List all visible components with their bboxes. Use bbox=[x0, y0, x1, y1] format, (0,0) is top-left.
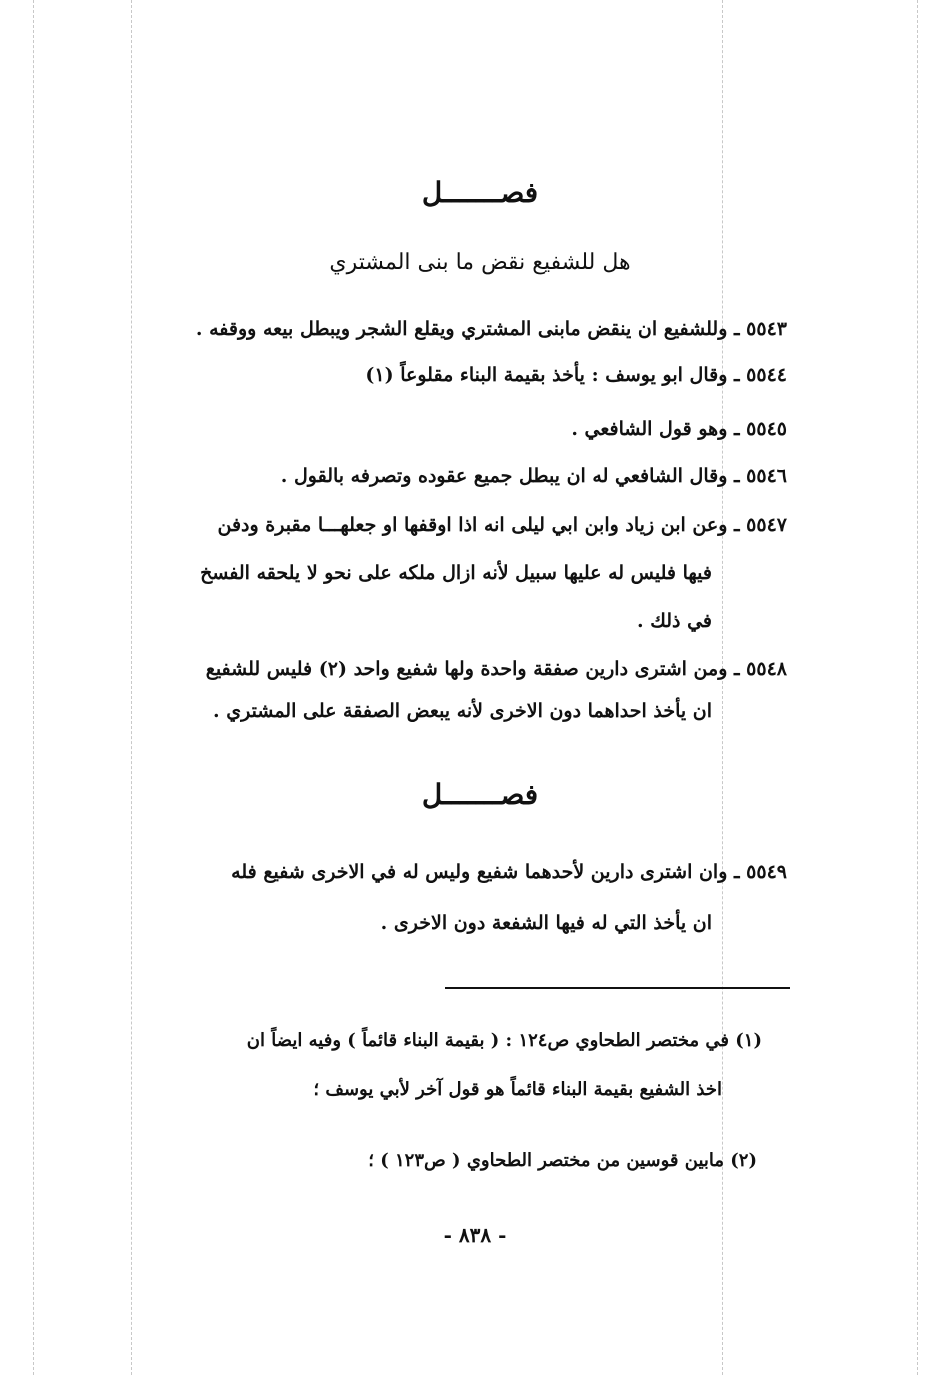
page-number: - ٨٣٨ - bbox=[443, 1223, 507, 1247]
paragraph-5549: ٥٥٤٩ ـ وان اشترى دارين لأحدهما شفيع وليس له في الاخرى شفيع فله bbox=[231, 861, 787, 883]
paragraph-5549-cont: ان يأخذ التي له فيها الشفعة دون الاخرى . bbox=[380, 912, 712, 934]
paragraph-5544: ٥٥٤٤ ـ وقال ابو يوسف : يأخذ بقيمة البناء مقلوعاً (١) bbox=[365, 364, 787, 386]
scan-artifact-line bbox=[33, 0, 34, 1375]
footnote-divider bbox=[445, 987, 790, 989]
paragraph-5548: ٥٥٤٨ ـ ومن اشترى دارين صفقة واحدة ولها شفيع واحد (٢) فليس للشفيع bbox=[205, 658, 787, 680]
paragraph-5547: ٥٥٤٧ ـ وعن ابن زياد وابن ابي ليلى انه اذا اوقفها او جعلهـــا مقبرة ودفن bbox=[217, 514, 787, 536]
scan-artifact-line bbox=[131, 0, 132, 1375]
footnote-1-cont: اخذ الشفيع بقيمة البناء قائماً هو قول آخر لأبي يوسف ؛ bbox=[313, 1079, 722, 1100]
section-subheading: هل للشفيع نقض ما بنى المشتري bbox=[329, 250, 631, 275]
paragraph-5546: ٥٥٤٦ ـ وقال الشافعي له ان يبطل جميع عقوده وتصرفه بالقول . bbox=[280, 465, 787, 487]
paragraph-5545: ٥٥٤٥ ـ وهو قول الشافعي . bbox=[571, 418, 787, 440]
footnote-1: (١) في مختصر الطحاوي ص١٢٤ : ( بقيمة البناء قائماً ) وفيه ايضاً ان bbox=[246, 1030, 762, 1051]
section-heading: فصـــــــل bbox=[421, 778, 539, 811]
scan-artifact-line bbox=[917, 0, 918, 1375]
paragraph-5547-cont: في ذلك . bbox=[636, 610, 712, 632]
section-heading: فصـــــــل bbox=[421, 176, 539, 209]
paragraph-5543: ٥٥٤٣ ـ وللشفيع ان ينقض مابنى المشتري ويقلع الشجر ويبطل بيعه ووقفه . bbox=[195, 318, 787, 340]
footnote-2: (٢) مابين قوسين من مختصر الطحاوي ( ص١٢٣ ) ؛ bbox=[368, 1150, 757, 1171]
paragraph-5547-cont: فيها فليس له عليها سبيل لأنه ازال ملكه على نحو لا يلحقه الفسخ bbox=[200, 562, 712, 584]
paragraph-5548-cont: ان يأخذ احداهما دون الاخرى لأنه يبعض الصفقة على المشتري . bbox=[213, 700, 712, 722]
